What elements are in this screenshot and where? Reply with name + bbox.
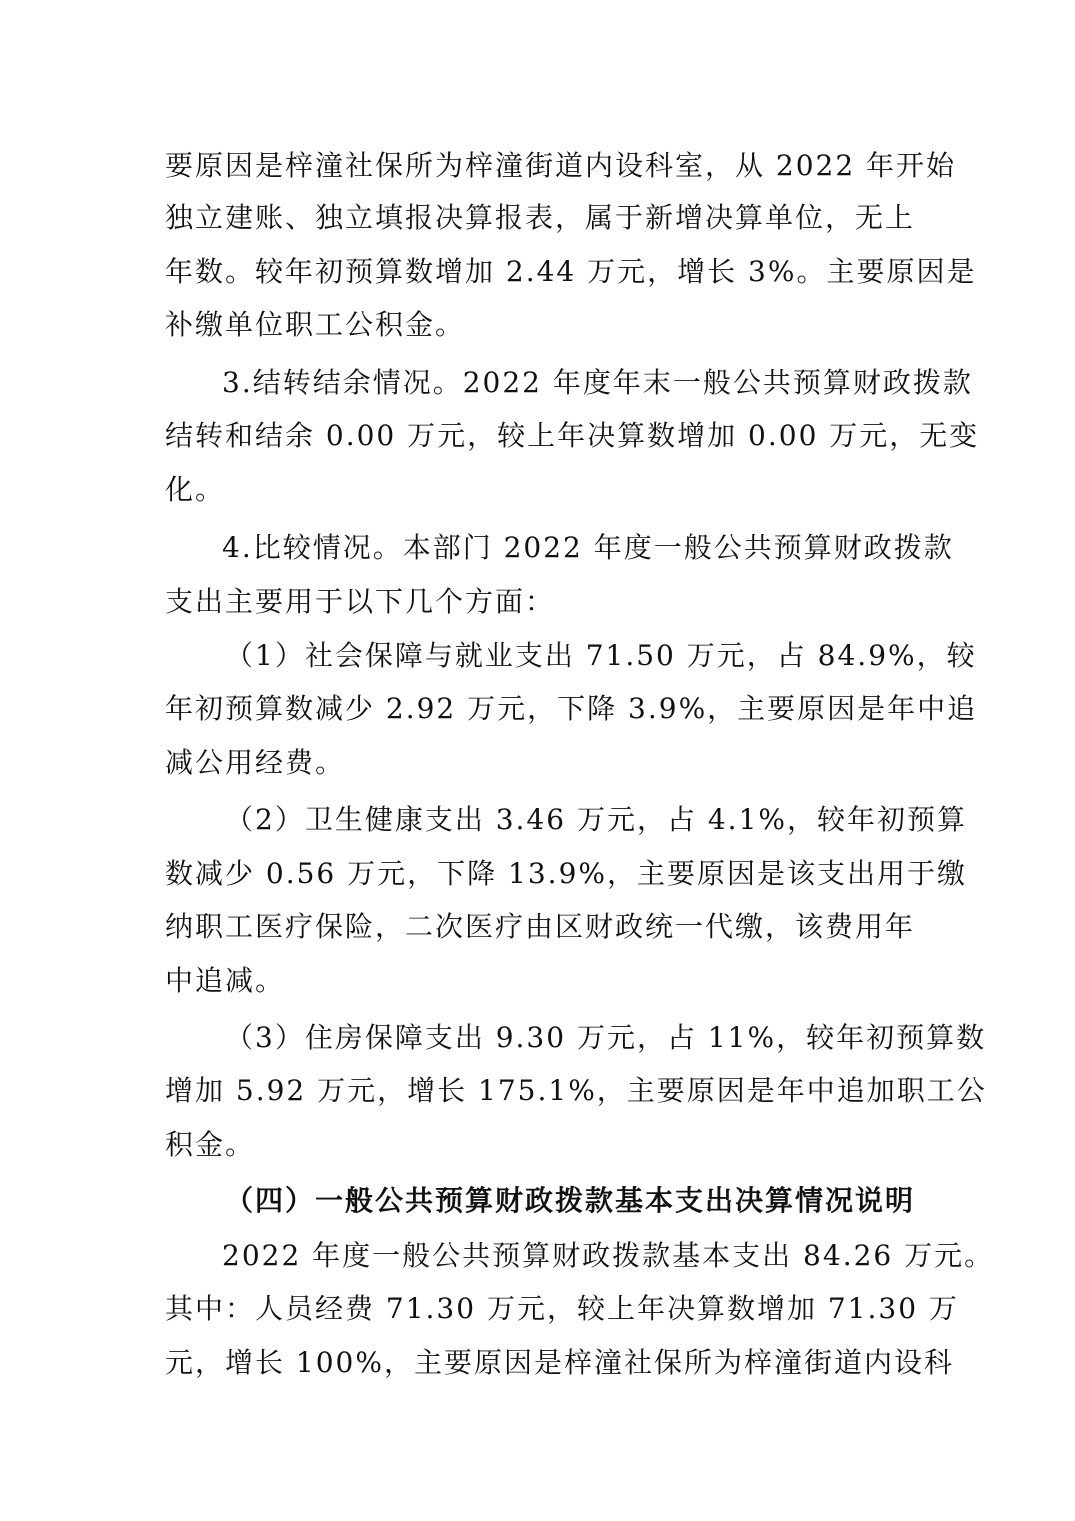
item-1-line-1: （1）社会保障与就业支出 71.50 万元，占 84.9%，较	[225, 639, 977, 672]
section-heading-4: （四）一般公共预算财政拨款基本支出决算情况说明	[225, 1184, 916, 1217]
section-carryover-line-2: 结转和结余 0.00 万元，较上年决算数增加 0.00 万元，无变	[165, 419, 980, 452]
paragraph-line-2: 独立建账、独立填报决算报表，属于新增决算单位，无上	[165, 201, 916, 234]
item-2-line-1: （2）卫生健康支出 3.46 万元，占 4.1%，较年初预算	[225, 803, 967, 836]
basic-expenditure-line-3: 元，增长 100%，主要原因是梓潼社保所为梓潼街道内设科	[165, 1346, 954, 1379]
item-3-line-1: （3）住房保障支出 9.30 万元，占 11%，较年初预算数	[225, 1021, 987, 1054]
item-2-line-3: 纳职工医疗保险，二次医疗由区财政统一代缴，该费用年	[165, 910, 916, 943]
item-2-line-4: 中追减。	[165, 964, 286, 997]
paragraph-line-1: 要原因是梓潼社保所为梓潼街道内设科室，从 2022 年开始	[165, 149, 957, 182]
item-1-line-2: 年初预算数减少 2.92 万元，下降 3.9%，主要原因是年中追	[165, 692, 978, 725]
basic-expenditure-line-2: 其中：人员经费 71.30 万元，较上年决算数增加 71.30 万	[165, 1292, 959, 1325]
item-3-line-2: 增加 5.92 万元，增长 175.1%，主要原因是年中追加职工公	[165, 1074, 987, 1107]
section-carryover-line-3: 化。	[165, 473, 226, 506]
item-1-line-3: 减公用经费。	[165, 746, 346, 779]
paragraph-line-3: 年数。较年初预算数增加 2.44 万元，增长 3%。主要原因是	[165, 255, 977, 288]
basic-expenditure-line-1: 2022 年度一般公共预算财政拨款基本支出 84.26 万元。	[222, 1239, 995, 1272]
item-2-line-2: 数减少 0.56 万元，下降 13.9%，主要原因是该支出用于缴	[165, 857, 967, 890]
section-comparison-line-2: 支出主要用于以下几个方面：	[165, 585, 556, 618]
section-carryover-line-1: 3.结转结余情况。2022 年度年末一般公共预算财政拨款	[222, 366, 973, 399]
item-3-line-3: 积金。	[165, 1128, 256, 1161]
paragraph-line-4: 补缴单位职工公积金。	[165, 308, 466, 341]
section-comparison-line-1: 4.比较情况。本部门 2022 年度一般公共预算财政拨款	[222, 531, 954, 564]
